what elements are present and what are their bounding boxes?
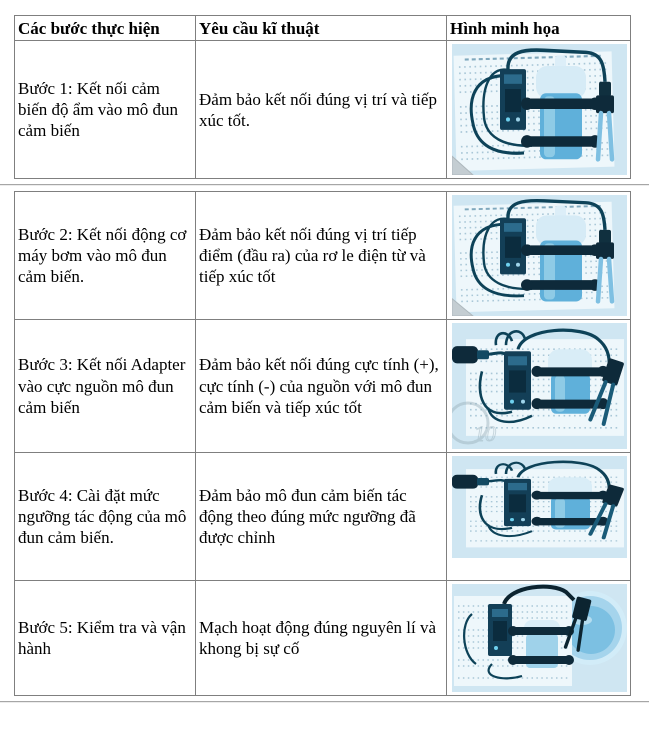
- requirement-text: Đảm bảo mô đun cảm biến tác động theo đúng mức ngưỡng đã được chỉnh: [199, 485, 416, 548]
- svg-text:10: 10: [474, 421, 496, 447]
- requirement-cell: [196, 320, 447, 453]
- step-text: Bước 3: Kết nối Adapter vào cực nguồn mô đun cảm biến: [18, 355, 186, 417]
- breadboard-pump-probe-in-water-bowl-photo: [452, 584, 627, 692]
- breadboard-adapter-power-connection-photo: [452, 323, 627, 449]
- requirement-cell: [196, 41, 447, 179]
- illustration-cell: [447, 41, 631, 179]
- breadboard-sensor-module-pump-probe-photo: [452, 195, 627, 316]
- requirement-cell: [196, 581, 447, 696]
- illustration-cell: [447, 453, 631, 581]
- table-header-row: [15, 16, 631, 41]
- table-row-step-4: [15, 453, 631, 581]
- requirement-text: Đảm bảo kết nối đúng vị trí và tiếp xúc tốt.: [199, 89, 437, 130]
- step-cell: [15, 320, 196, 453]
- step-text: Bước 1: Kết nối cảm biến độ ẩm vào mô đun cảm biến: [18, 78, 179, 141]
- page-section-top: [14, 15, 649, 179]
- step-text: Bước 5: Kiểm tra và vận hành: [18, 618, 186, 659]
- requirement-text: Đảm bảo kết nối đúng vị trí tiếp điểm (đầu ra) của rơ le điện từ và tiếp xúc tốt: [199, 224, 426, 287]
- page-section-bottom: [14, 191, 649, 696]
- steps-table-part2: [14, 191, 631, 696]
- table-row-step-1: [15, 41, 631, 179]
- step-cell: [15, 453, 196, 581]
- breadboard-adapter-power-connection-photo: [452, 456, 627, 558]
- section-divider-bottom: [0, 701, 649, 703]
- steps-table-part1: [14, 15, 631, 179]
- column-header-steps: Các bước thực hiện: [15, 16, 196, 41]
- requirement-text: Mạch hoạt động đúng nguyên lí và khong bị sự cố: [199, 618, 437, 659]
- table-row-step-2: [15, 192, 631, 320]
- table-row-step-3: [15, 320, 631, 453]
- requirement-cell: [196, 192, 447, 320]
- section-divider: [0, 184, 649, 186]
- table-row-step-5: [15, 581, 631, 696]
- illustration-cell: [447, 320, 631, 453]
- step-text: Bước 4: Cài đặt mức ngưỡng tác động của mô đun cảm biến.: [18, 485, 187, 548]
- breadboard-sensor-module-pump-probe-photo: [452, 44, 627, 175]
- column-header-illustration: Hình minh họa: [447, 16, 631, 41]
- requirement-text: Đảm bảo kết nối đúng cực tính (+), cực tính (-) của nguồn với mô đun cảm biến và tiếp xúc tốt: [199, 355, 439, 417]
- illustration-cell: [447, 581, 631, 696]
- step-cell: [15, 192, 196, 320]
- step-text: Bước 2: Kết nối động cơ máy bơm vào mô đun cảm biến.: [18, 224, 187, 287]
- illustration-cell: [447, 192, 631, 320]
- step-cell: [15, 581, 196, 696]
- requirement-cell: [196, 453, 447, 581]
- column-header-requirements: Yêu cầu kĩ thuật: [196, 16, 447, 41]
- step-cell: [15, 41, 196, 179]
